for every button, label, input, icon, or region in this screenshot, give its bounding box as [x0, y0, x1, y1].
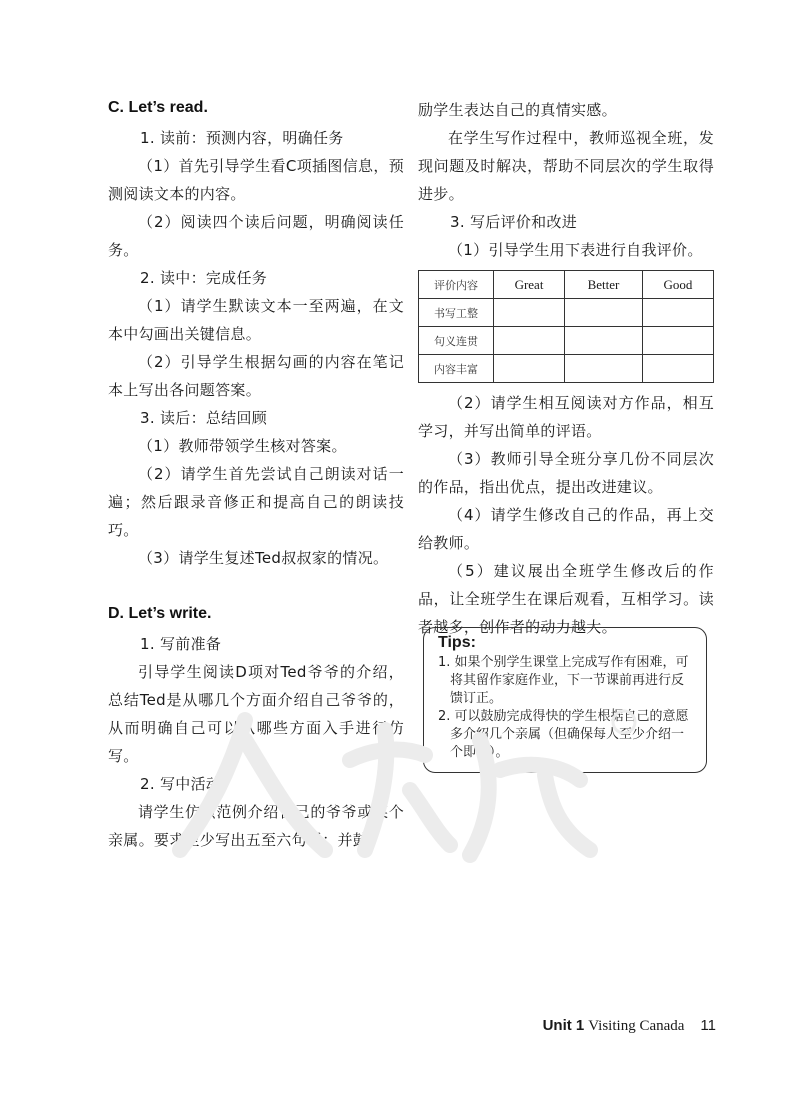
d-step2-text: 请学生仿照范例介绍自己的爷爷或某个亲属。要求至少写出五至六句话；并鼓	[108, 803, 404, 849]
tips-title: Tips:	[438, 634, 476, 651]
unit-title: Visiting Canada	[588, 1018, 685, 1034]
d-step3-b: （2）请学生相互阅读对方作品，相互学习，并写出简单的评语。	[418, 394, 714, 440]
c-step2-b: （2）引导学生根据勾画的内容在笔记本上写出各问题答案。	[108, 353, 404, 399]
table-cell	[565, 299, 643, 327]
table-cell	[642, 355, 713, 383]
c-step1-b: （2）阅读四个读后问题，明确阅读任务。	[108, 213, 404, 259]
table-cell	[565, 327, 643, 355]
page-number: 11	[700, 1017, 716, 1034]
c-step3-c: （3）请学生复述Ted叔叔家的情况。	[138, 549, 389, 567]
table-row	[419, 355, 714, 383]
d-step3-d: （4）请学生修改自己的作品，再上交给教师。	[418, 506, 714, 552]
table-cell	[565, 355, 643, 383]
table-header-row	[419, 271, 714, 299]
writing-paragraph: 在学生写作过程中，教师巡视全班，发现问题及时解决，帮助不同层次的学生取得进步。	[418, 129, 714, 203]
unit-label: Unit 1	[542, 1017, 585, 1034]
c-step2-a: （1）请学生默读文本一至两遍，在文本中勾画出关键信息。	[108, 297, 404, 343]
section-d-title: D. Let’s write.	[108, 605, 212, 622]
tips-box	[423, 627, 707, 773]
continued-text: 励学生表达自己的真情实感。	[418, 101, 617, 119]
c-step2-heading: 2. 读中：完成任务	[140, 269, 268, 287]
table-row	[419, 327, 714, 355]
section-gap	[108, 572, 404, 602]
page-footer	[520, 1016, 716, 1035]
table-row	[419, 299, 714, 327]
table-cell	[494, 327, 565, 355]
table-row-label: 句义连贯	[419, 327, 494, 355]
d-step3-c: （3）教师引导全班分享几份不同层次的作品，指出优点，提出改进建议。	[418, 450, 714, 496]
d-step2-heading: 2. 写中活动	[140, 775, 222, 793]
c-step1-heading: 1. 读前：预测内容，明确任务	[140, 129, 344, 147]
table-row-label: 书写工整	[419, 299, 494, 327]
d-step3-a: （1）引导学生用下表进行自我评价。	[448, 241, 703, 259]
table-row-label: 内容丰富	[419, 355, 494, 383]
table-cell	[494, 355, 565, 383]
left-column	[108, 96, 404, 854]
table-header-cell: Better	[565, 271, 643, 299]
d-step3-e: （5）建议展出全班学生修改后的作品，让全班学生在课后观看，互相学习。读者越多，创作者的动力越大。	[418, 562, 714, 636]
d-step1-heading: 1. 写前准备	[140, 635, 222, 653]
evaluation-table	[418, 270, 714, 383]
right-column	[418, 96, 714, 641]
d-step1-text: 引导学生阅读D项对Ted爷爷的介绍，总结Ted是从哪几个方面介绍自己爷爷的，从而明确自己可以从哪些方面入手进行仿写。	[108, 663, 404, 765]
table-header-cell: 评价内容	[419, 271, 494, 299]
table-header-cell: Great	[494, 271, 565, 299]
tip-item: 2. 可以鼓励完成得快的学生根据自己的意愿多介绍几个亲属（但确保每人至少介绍一个即可）。	[438, 709, 689, 760]
c-step3-b: （2）请学生首先尝试自己朗读对话一遍；然后跟录音修正和提高自己的朗读技巧。	[108, 465, 404, 539]
c-step3-heading: 3. 读后：总结回顾	[140, 409, 268, 427]
table-header-cell: Good	[642, 271, 713, 299]
d-step3-heading: 3. 写后评价和改进	[450, 213, 578, 231]
table-cell	[642, 327, 713, 355]
table-cell	[642, 299, 713, 327]
c-step1-a: （1）首先引导学生看C项插图信息，预测阅读文本的内容。	[108, 157, 404, 203]
table-cell	[494, 299, 565, 327]
tip-item: 1. 如果个别学生课堂上完成写作有困难，可将其留作家庭作业，下一节课前再进行反馈订正。	[438, 655, 689, 706]
section-c-title: C. Let’s read.	[108, 99, 208, 116]
c-step3-a: （1）教师带领学生核对答案。	[138, 437, 347, 455]
